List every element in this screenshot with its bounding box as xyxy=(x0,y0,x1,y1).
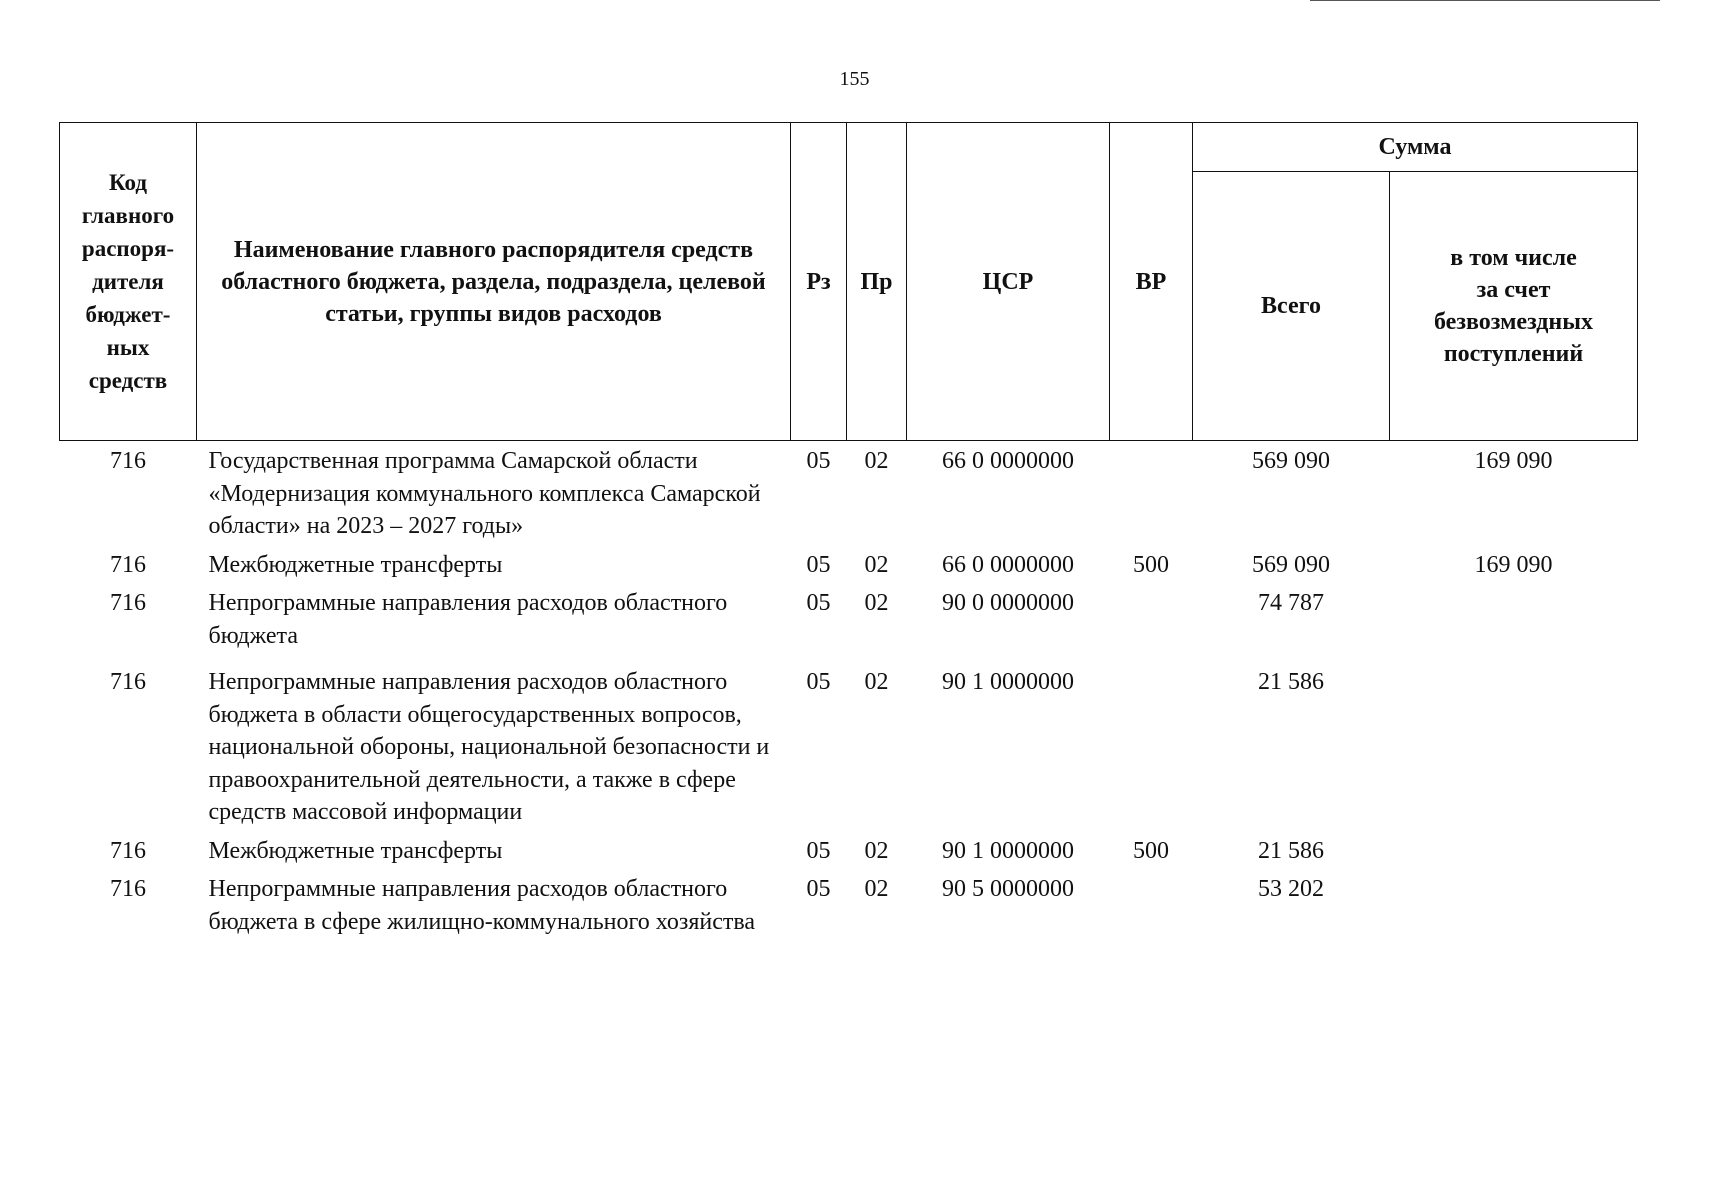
header-code: Код главного распоря- дителя бюджет- ных средств xyxy=(60,123,197,441)
row-total: 569 090 xyxy=(1252,551,1330,578)
header-csr: ЦСР xyxy=(907,123,1110,441)
row-rz: 05 xyxy=(806,669,831,695)
row-vr xyxy=(1110,583,1193,654)
row-code: 716 xyxy=(110,669,146,695)
header-vr: ВР xyxy=(1110,123,1193,441)
row-pr: 02 xyxy=(864,590,889,616)
row-name: Государственная программа Самарской области «Модернизация коммунального комплекса Самарской области» на 2023 – 2027 годы» xyxy=(208,448,761,539)
row-code: 716 xyxy=(110,590,146,616)
table-body xyxy=(60,441,1638,941)
row-code: 716 xyxy=(110,837,146,864)
row-rz: 05 xyxy=(806,590,831,616)
row-total: 21 586 xyxy=(1258,837,1324,864)
table-row xyxy=(60,654,1638,831)
row-vr: 500 xyxy=(1133,551,1169,578)
row-csr: 66 0 0000000 xyxy=(942,448,1074,474)
row-rz: 05 xyxy=(806,876,831,902)
row-vr xyxy=(1110,869,1193,940)
row-total: 21 586 xyxy=(1258,669,1324,695)
row-free xyxy=(1390,654,1638,831)
row-total: 74 787 xyxy=(1258,590,1324,616)
page-number: 155 xyxy=(839,68,870,90)
row-rz: 05 xyxy=(806,551,831,578)
table-header xyxy=(60,123,1638,441)
row-code: 716 xyxy=(110,876,146,902)
header-pr: Пр xyxy=(847,123,907,441)
table-row xyxy=(60,831,1638,870)
header-free: в том числе за счет безвозмездных поступлений xyxy=(1390,172,1638,441)
row-free xyxy=(1390,869,1638,940)
header-sum: Сумма xyxy=(1193,123,1638,172)
header-total: Всего xyxy=(1193,172,1390,441)
row-vr xyxy=(1110,654,1193,831)
table-row xyxy=(60,545,1638,584)
row-pr: 02 xyxy=(864,876,889,902)
row-code: 716 xyxy=(110,551,146,578)
row-name: Непрограммные направления расходов областного бюджета в области общегосударственных вопросов, национальной обороны, национальной безопасности и правоохранительной деятельности, а также в сфере средств массовой информации xyxy=(208,669,770,825)
table-row xyxy=(60,583,1638,654)
row-csr: 90 1 0000000 xyxy=(942,837,1074,864)
row-rz: 05 xyxy=(806,448,831,474)
top-edge-rule xyxy=(1310,0,1660,1)
table-row xyxy=(60,441,1638,545)
row-pr: 02 xyxy=(864,448,889,474)
row-name: Непрограммные направления расходов областного бюджета в сфере жилищно-коммунального хозяйства xyxy=(208,876,756,935)
row-free xyxy=(1390,583,1638,654)
row-free: 169 090 xyxy=(1474,551,1553,578)
budget-table xyxy=(59,122,1638,940)
row-name: Межбюджетные трансферты xyxy=(208,551,503,578)
row-name: Непрограммные направления расходов областного бюджета xyxy=(208,590,728,649)
row-total: 53 202 xyxy=(1258,876,1324,902)
row-name: Межбюджетные трансферты xyxy=(208,837,503,864)
header-rz: Рз xyxy=(791,123,847,441)
row-csr: 90 5 0000000 xyxy=(942,876,1074,902)
row-vr xyxy=(1110,441,1193,545)
row-total: 569 090 xyxy=(1252,448,1330,474)
row-csr: 90 0 0000000 xyxy=(942,590,1074,616)
row-csr: 90 1 0000000 xyxy=(942,669,1074,695)
row-free xyxy=(1390,831,1638,870)
row-pr: 02 xyxy=(864,669,889,695)
header-name: Наименование главного распорядителя средств областного бюджета, раздела, подраздела, целевой статьи, группы видов расходов xyxy=(197,123,791,441)
row-code: 716 xyxy=(110,448,146,474)
row-pr: 02 xyxy=(864,837,889,864)
row-rz: 05 xyxy=(806,837,831,864)
row-free: 169 090 xyxy=(1474,448,1553,474)
row-pr: 02 xyxy=(864,551,889,578)
row-csr: 66 0 0000000 xyxy=(942,551,1074,578)
row-vr: 500 xyxy=(1133,837,1169,864)
table-row xyxy=(60,869,1638,940)
